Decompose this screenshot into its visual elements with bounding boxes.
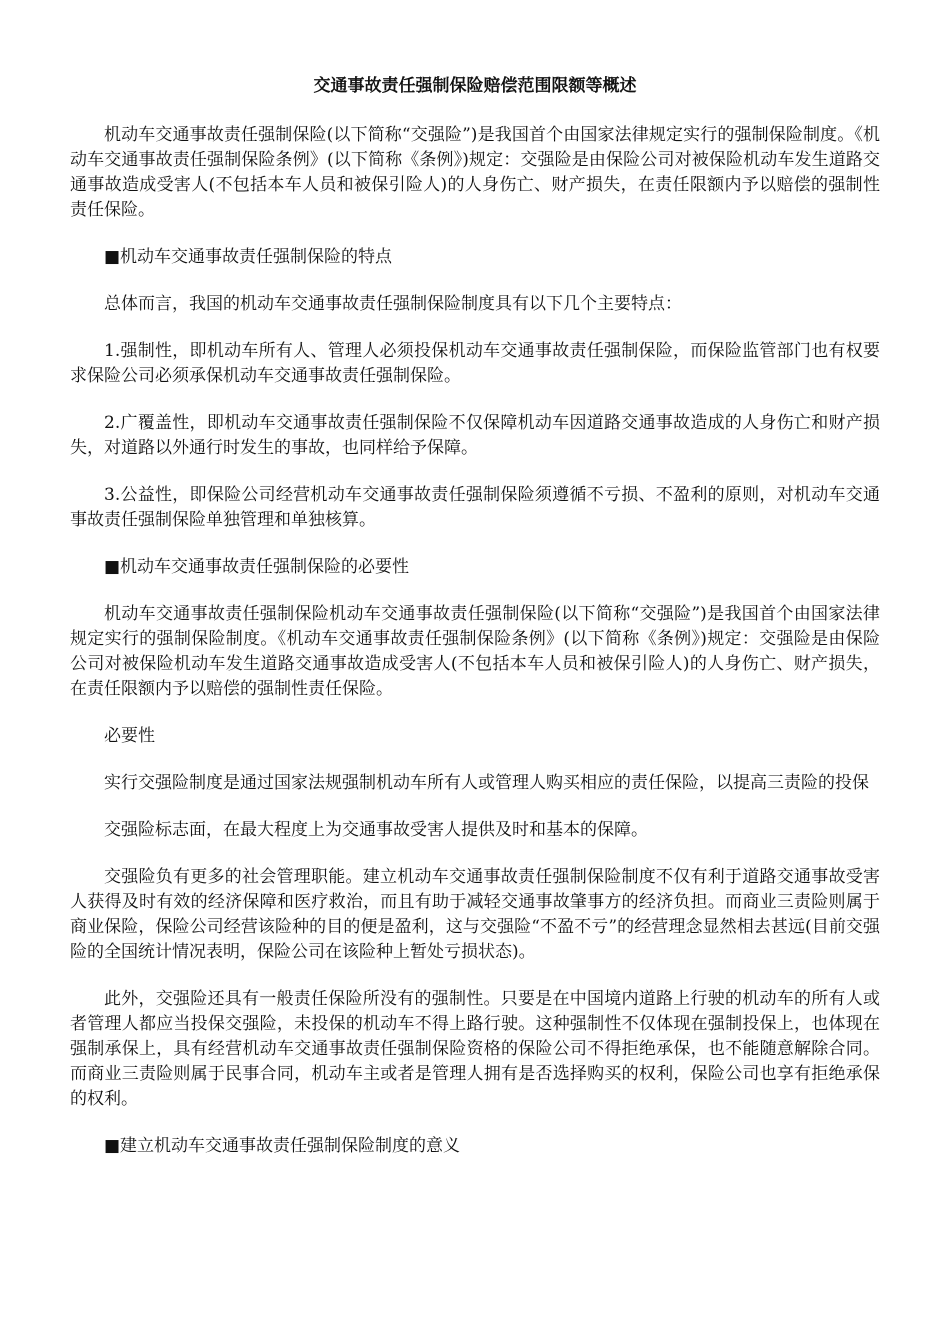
- section-heading-necessity: ■机动车交通事故责任强制保险的必要性: [104, 557, 410, 577]
- document-title: 交通事故责任强制保险赔偿范围限额等概述: [313, 76, 637, 96]
- paragraph-feature-3: 3.公益性，即保险公司经营机动车交通事故责任强制保险须遵循不亏损、不盈利的原则，对机动车交通事故责任强制保险单独管理和单独核算。: [70, 485, 880, 530]
- document-page: [70, 74, 880, 1181]
- paragraph-necessity-definition: 机动车交通事故责任强制保险机动车交通事故责任强制保险(以下简称“交强险”)是我国首个由国家法律规定实行的强制保险制度。《机动车交通事故责任强制保险条例》(以下简称《条例》)规定：交强险是由保险公司对被保险机动车发生道路交通事故造成受害人(不包括本车人员和被保引险人)的人身伤亡、财产损失，在责任限额内予以赔偿的强制性责任保险。: [70, 604, 880, 699]
- paragraph-necessity-3: 交强险负有更多的社会管理职能。建立机动车交通事故责任强制保险制度不仅有利于道路交通事故受害人获得及时有效的经济保障和医疗救治，而且有助于减轻交通事故肇事方的经济负担。而商业三责险则属于商业保险，保险公司经营该险种的目的便是盈利，这与交强险“不盈不亏”的经营理念显然相去甚远(目前交强险的全国统计情况表明，保险公司在该险种上暂处亏损状态)。: [70, 867, 880, 962]
- paragraph-necessity-4: 此外，交强险还具有一般责任保险所没有的强制性。只要是在中国境内道路上行驶的机动车的所有人或者管理人都应当投保交强险，未投保的机动车不得上路行驶。这种强制性不仅体现在强制投保上，也体现在强制承保上，具有经营机动车交通事故责任强制保险资格的保险公司不得拒绝承保，也不能随意解除合同。而商业三责险则属于民事合同，机动车主或者是管理人拥有是否选择购买的权利，保险公司也享有拒绝承保的权利。: [70, 989, 880, 1109]
- paragraph-feature-2: 2.广覆盖性，即机动车交通事故责任强制保险不仅保障机动车因道路交通事故造成的人身伤亡和财产损失，对道路以外通行时发生的事故，也同样给予保障。: [70, 413, 880, 458]
- paragraph-feature-1: 1.强制性，即机动车所有人、管理人必须投保机动车交通事故责任强制保险，而保险监管部门也有权要求保险公司必须承保机动车交通事故责任强制保险。: [70, 341, 880, 386]
- paragraph-necessity-2: 交强险标志面，在最大程度上为交通事故受害人提供及时和基本的保障。: [104, 820, 648, 840]
- paragraph-features-summary: 总体而言，我国的机动车交通事故责任强制保险制度具有以下几个主要特点：: [104, 294, 682, 314]
- paragraph-intro: 机动车交通事故责任强制保险(以下简称“交强险”)是我国首个由国家法律规定实行的强制保险制度。《机动车交通事故责任强制保险条例》(以下简称《条例》)规定：交强险是由保险公司对被保险机动车发生道路交通事故造成受害人(不包括本车人员和被保引险人)的人身伤亡、财产损失，在责任限额内予以赔偿的强制性责任保险。: [70, 125, 880, 220]
- section-heading-significance: ■建立机动车交通事故责任强制保险制度的意义: [104, 1136, 461, 1156]
- paragraph-necessity-1: 实行交强险制度是通过国家法规强制机动车所有人或管理人购买相应的责任保险，以提高三责险的投保: [104, 773, 869, 793]
- subheading-necessity: 必要性: [104, 726, 155, 746]
- section-heading-features: ■机动车交通事故责任强制保险的特点: [104, 247, 393, 267]
